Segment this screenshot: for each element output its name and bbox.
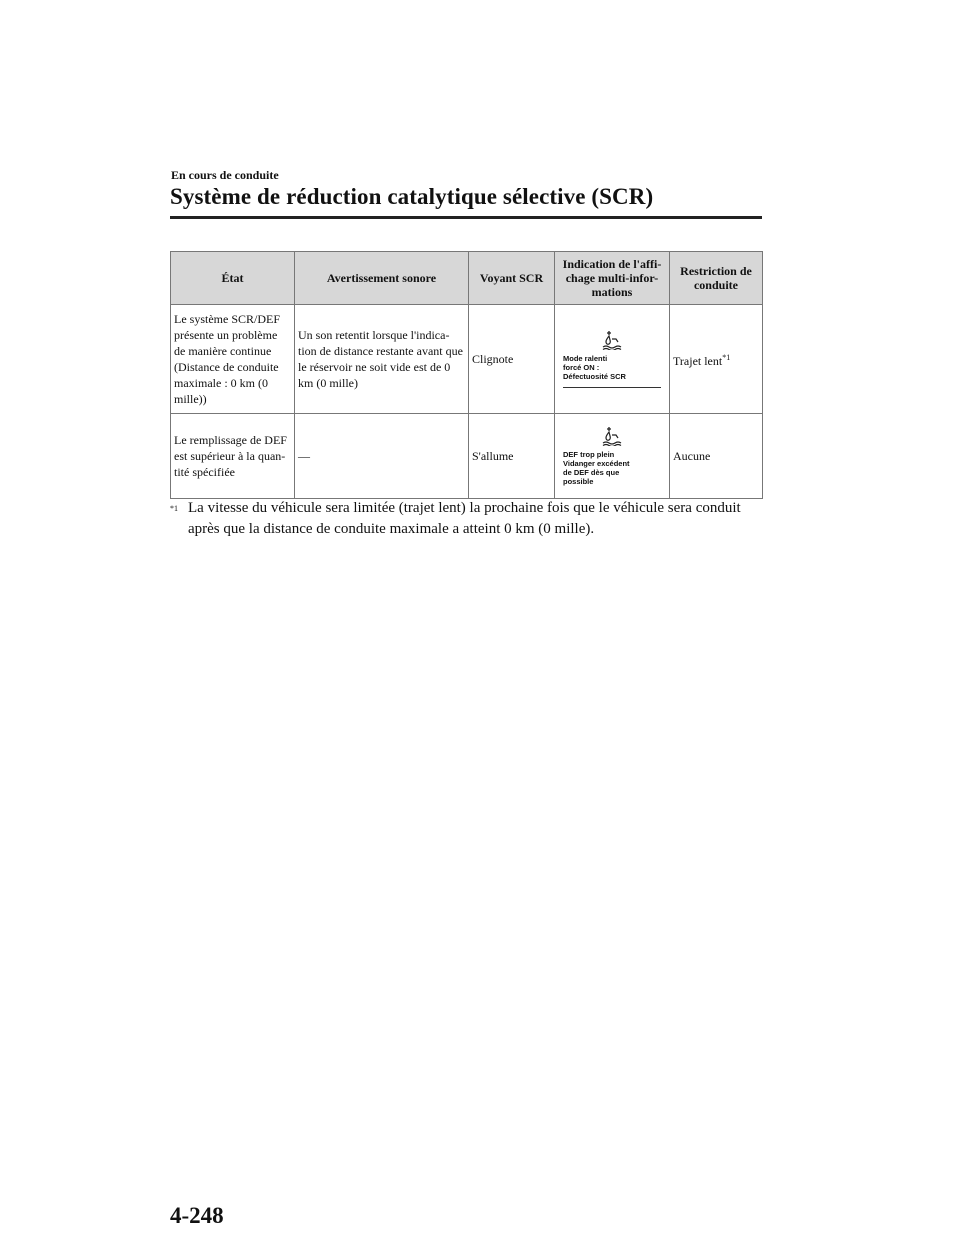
restriction-cell <box>670 305 763 414</box>
state-cell: Le système SCR/DEF présente un problème de manière continue (Distance de conduite maximale : 0 km (0 mille)) <box>171 305 295 414</box>
footnote <box>170 498 770 540</box>
display-cell <box>555 414 670 499</box>
display-line: Défectuosité SCR <box>563 372 626 381</box>
def-fluid-icon <box>601 330 661 352</box>
def-fluid-icon <box>601 426 661 448</box>
display-line: de DEF dès que <box>563 468 620 477</box>
display-line: Mode ralenti <box>563 354 608 363</box>
restriction-text: Aucune <box>673 449 711 463</box>
restriction-cell <box>670 414 763 499</box>
sound-cell: — <box>295 414 469 499</box>
sound-cell: Un son retentit lorsque l'indica-tion de distance restante avant que le réservoir ne soit vide est de 0 km (0 mille) <box>295 305 469 414</box>
display-cell <box>555 305 670 414</box>
footnote-text: La vitesse du véhicule sera limitée (trajet lent) la prochaine fois que le véhicule sera conduit après que la distance de conduite maximale a atteint 0 km (0 mille). <box>188 500 741 537</box>
state-cell: Le remplissage de DEF est supérieur à la quan-tité spécifiée <box>171 414 295 499</box>
column-header: Voyant SCR <box>469 252 555 305</box>
section-label: En cours de conduite <box>171 168 279 182</box>
column-header: Avertissement sonore <box>295 252 469 305</box>
table-row <box>171 305 763 414</box>
footnote-ref: *1 <box>722 352 731 362</box>
scr-table <box>170 251 763 499</box>
footnote-mark: *1 <box>170 504 178 513</box>
column-header: État <box>171 252 295 305</box>
display-line: DEF trop plein <box>563 450 615 459</box>
page-title: Système de réduction catalytique sélective (SCR) <box>170 184 654 209</box>
display-divider <box>563 387 661 388</box>
table-header-row <box>171 252 763 305</box>
light-cell: S'allume <box>469 414 555 499</box>
display-message <box>563 426 661 486</box>
column-header: Indication de l'affi-chage multi-infor-mations <box>555 252 670 305</box>
light-cell: Clignote <box>469 305 555 414</box>
display-line: Vidanger excédent <box>563 459 630 468</box>
table-row <box>171 414 763 499</box>
display-line: forcé ON : <box>563 363 600 372</box>
page-number: 4-248 <box>170 1203 224 1228</box>
column-header: Restriction de conduite <box>670 252 763 305</box>
display-message <box>563 330 661 388</box>
restriction-text: Trajet lent <box>673 353 723 368</box>
display-line: possible <box>563 477 594 486</box>
title-rule <box>170 216 762 219</box>
